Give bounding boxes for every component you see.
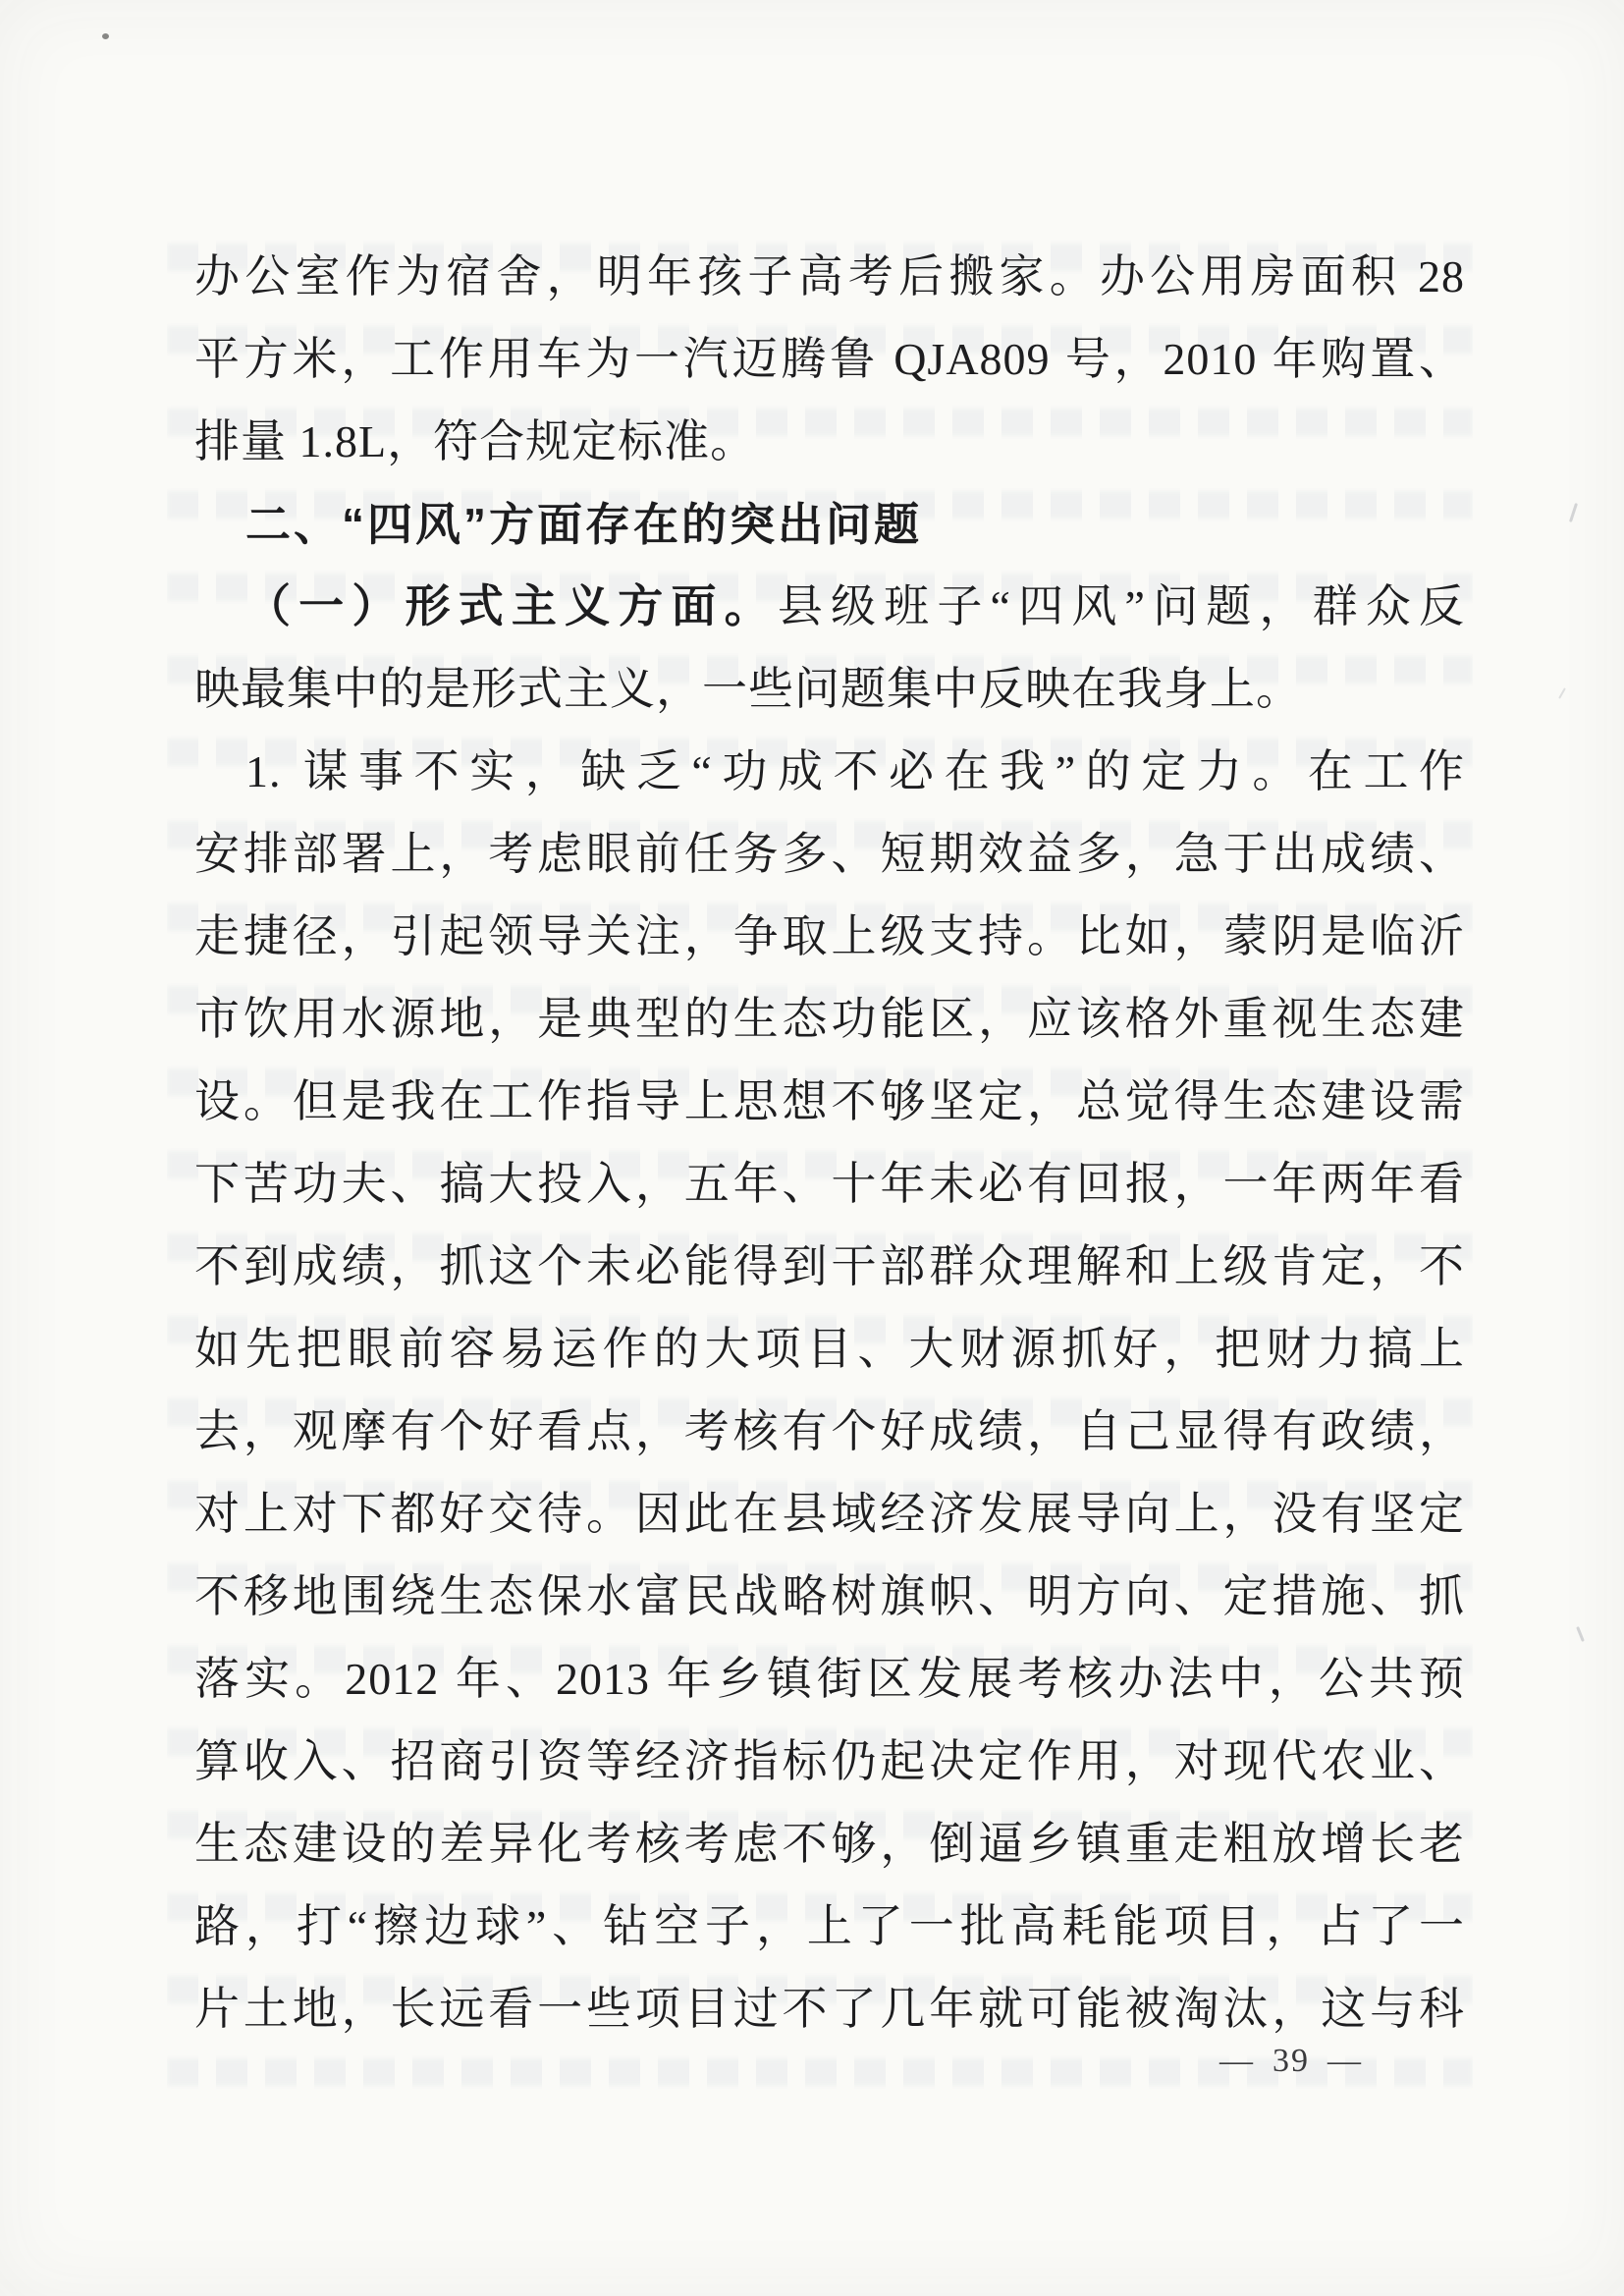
doc-line-text: 市饮用水源地，是典型的生态功能区，应该格外重视生态建 (194, 994, 1465, 1044)
doc-line-text: 如先把眼前容易运作的大项目、大财源抓好，把财力搞上 (194, 1324, 1465, 1374)
doc-line-text: 映最集中的是形式主义，一些问题集中反映在我身上。 (194, 664, 1302, 714)
doc-line (194, 401, 1465, 483)
doc-line-text: 算收入、招商引资等经济指标仍起决定作用，对现代农业、 (194, 1736, 1465, 1786)
doc-line (194, 978, 1465, 1061)
doc-line (194, 1391, 1465, 1473)
page-number (1178, 2043, 1404, 2080)
doc-line (194, 1886, 1465, 1968)
margin-scan-mark (1569, 503, 1578, 522)
doc-line-text: 排量 1.8L，符合规定标准。 (194, 416, 757, 466)
subsection-label: （一）形式主义方面。 (245, 581, 778, 631)
doc-line (194, 731, 1465, 813)
doc-line-text: 生态建设的差异化考核考虑不够，倒逼乡镇重走粗放增长老 (194, 1819, 1465, 1869)
doc-line-text: 下苦功夫、搞大投入，五年、十年未必有回报，一年两年看 (194, 1159, 1465, 1209)
doc-line-text: 落实。2012 年、2013 年乡镇街区发展考核办法中，公共预 (194, 1654, 1465, 1704)
doc-line-text: 路，打“擦边球”、钻空子，上了一批高耗能项目，占了一 (194, 1901, 1465, 1951)
doc-line (194, 1638, 1465, 1721)
doc-line-text: 办公室作为宿舍，明年孩子高考后搬家。办公用房面积 28 (194, 251, 1465, 301)
doc-line-text: 设。但是我在工作指导上思想不够坚定，总觉得生态建设需 (194, 1076, 1465, 1126)
doc-line (194, 1061, 1465, 1143)
page-number-dash: — (1219, 2043, 1255, 2079)
doc-line (194, 1143, 1465, 1226)
doc-line (194, 1226, 1465, 1308)
scan-speck (102, 33, 109, 39)
doc-line-text: 片土地，长远看一些项目过不了几年就可能被淘汰，这与科 (194, 1984, 1465, 2034)
doc-line-text: 县级班子“四风”问题，群众反 (777, 581, 1465, 631)
doc-line-text: 安排部署上，考虑眼前任务多、短期效益多，急于出成绩、 (194, 829, 1465, 879)
page-number-value: 39 (1272, 2043, 1310, 2079)
doc-line-text: 去，观摩有个好看点，考核有个好成绩，自己显得有政绩， (194, 1406, 1465, 1456)
section-heading-text: 二、“四风”方面存在的突出问题 (245, 499, 922, 550)
doc-line (194, 318, 1465, 401)
margin-scan-mark (1576, 1626, 1585, 1642)
doc-line (194, 1308, 1465, 1391)
section-heading (194, 483, 1465, 566)
doc-line (194, 1721, 1465, 1803)
doc-line (194, 1556, 1465, 1638)
doc-line (194, 813, 1465, 896)
doc-line (194, 1473, 1465, 1556)
document-body (194, 236, 1465, 2050)
doc-line (194, 236, 1465, 318)
doc-line-text: 1. 谋事不实，缺乏“功成不必在我”的定力。在工作 (245, 746, 1465, 796)
doc-line-text: 平方米，工作用车为一汽迈腾鲁 QJA809 号，2010 年购置、 (194, 334, 1465, 384)
page-number-dash: — (1327, 2043, 1363, 2079)
doc-line-text: 不移地围绕生态保水富民战略树旗帜、明方向、定措施、抓 (194, 1571, 1465, 1621)
doc-line (194, 1803, 1465, 1886)
doc-line (194, 896, 1465, 978)
doc-line (194, 566, 1465, 648)
doc-line-text: 不到成绩，抓这个未必能得到干部群众理解和上级肯定，不 (194, 1241, 1465, 1291)
doc-line (194, 648, 1465, 731)
doc-line-text: 走捷径，引起领导关注，争取上级支持。比如，蒙阴是临沂 (194, 911, 1465, 961)
doc-line (194, 1968, 1465, 2050)
margin-scan-mark (1558, 687, 1566, 698)
doc-line-text: 对上对下都好交待。因此在县域经济发展导向上，没有坚定 (194, 1489, 1465, 1539)
